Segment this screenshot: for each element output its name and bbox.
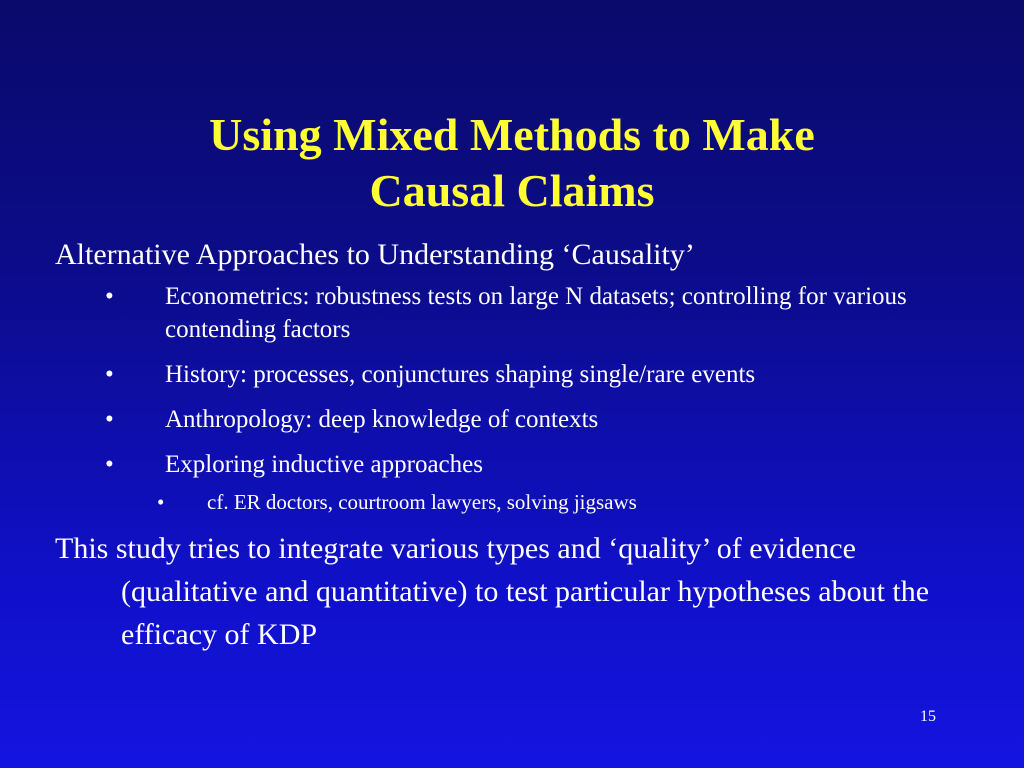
- slide-title-line-1: Using Mixed Methods to Make: [209, 108, 815, 160]
- bullet-dot: •: [105, 451, 114, 478]
- bullet-text: Econometrics: robustness tests on large N datasets; controlling for various contending factors: [165, 283, 907, 343]
- page-number: 15: [920, 708, 936, 725]
- sub-bullet-dot: •: [157, 490, 165, 514]
- bullet-item-history: [55, 358, 995, 391]
- section-heading: Alternative Approaches to Understanding ‘Causality’: [55, 238, 695, 271]
- bullet-dot: •: [105, 283, 114, 310]
- bullet-text: Anthropology: deep knowledge of contexts: [165, 406, 599, 433]
- sub-bullet-text: cf. ER doctors, courtroom lawyers, solving jigsaws: [207, 490, 637, 514]
- sub-bullet-list: [55, 487, 995, 517]
- bullet-list: [55, 280, 995, 481]
- bullet-item-anthropology: [55, 403, 995, 436]
- slide-body: [55, 234, 995, 656]
- sub-bullet-item: [55, 487, 995, 517]
- slide-title: [0, 107, 1024, 219]
- bullet-dot: •: [105, 406, 114, 433]
- bullet-item-econometrics: [55, 280, 995, 346]
- summary-paragraph: This study tries to integrate various types and ‘quality’ of evidence (qualitative and quantitative) to test particular hypotheses about the efficacy of KDP: [55, 532, 930, 651]
- bullet-text: Exploring inductive approaches: [165, 451, 483, 478]
- bullet-text: History: processes, conjunctures shaping single/rare events: [165, 361, 756, 388]
- bullet-dot: •: [105, 361, 114, 388]
- bullet-item-inductive: [55, 448, 995, 481]
- slide-title-line-2: Causal Claims: [369, 164, 655, 216]
